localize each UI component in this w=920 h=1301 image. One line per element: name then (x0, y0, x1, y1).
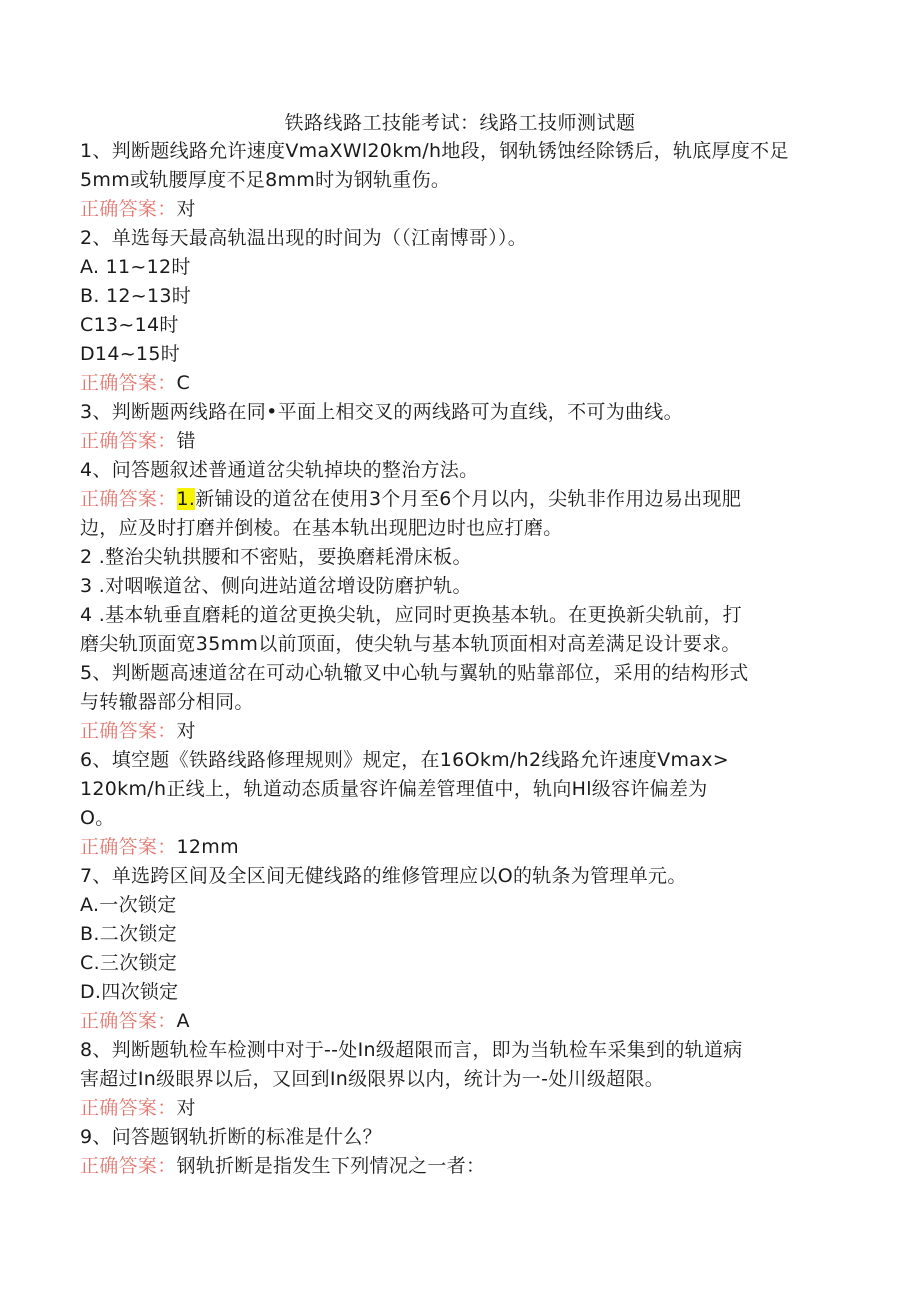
option-item (80, 341, 180, 367)
answer-text: 错 (176, 430, 196, 452)
answer-text: 12mm (176, 836, 239, 858)
option-item (80, 950, 177, 976)
answer-line (80, 834, 239, 860)
answer-text: A (176, 1010, 190, 1032)
answer-text: 钢轨折断是指发生下列情况之一者： (176, 1155, 486, 1177)
answer-label: 正确答案： (80, 430, 177, 452)
answer-continuation-line (80, 602, 742, 628)
question-stem-line (80, 776, 708, 802)
answer-text: 3 .对咽喉道岔、侧向进站道岔增设防磨护轨。 (80, 575, 472, 597)
answer-label: 正确答案： (80, 1097, 177, 1119)
answer-line (80, 718, 196, 744)
answer-text: 2 .整治尖轨拱腰和不密贴，要换磨耗滑床板。 (80, 546, 472, 568)
option-item (80, 979, 178, 1005)
option-item (80, 283, 191, 309)
question-text: 8、判断题轨检车检测中对于--处In级超限而言，即为当轨检车采集到的轨道病 (80, 1039, 743, 1061)
question-text: O。 (80, 807, 115, 829)
question-stem-line (80, 457, 478, 483)
answer-text: 对 (176, 1097, 196, 1119)
answer-line (80, 486, 741, 512)
option-item (80, 921, 177, 947)
answer-label: 正确答案： (80, 488, 177, 510)
question-stem-line (80, 660, 749, 686)
answer-label: 正确答案： (80, 720, 177, 742)
answer-label: 正确答案： (80, 372, 177, 394)
answer-label: 正确答案： (80, 836, 177, 858)
question-text: 与转辙器部分相同。 (80, 691, 254, 713)
question-text: 1、判断题线路允许速度VmaXWl20km∕h地段，钢轨锈蚀经除锈后，轨底厚度不足 (80, 140, 789, 162)
question-stem-line (80, 1066, 664, 1092)
question-stem-line (80, 747, 729, 773)
option-text: D14~15时 (80, 343, 181, 365)
option-text: A.一次锁定 (80, 894, 177, 916)
answer-text: 4 .基本轨垂直磨耗的道岔更换尖轨，应同时更换基本轨。在更换新尖轨前，打 (80, 604, 742, 626)
question-stem-line (80, 863, 687, 889)
answer-continuation-line (80, 515, 563, 541)
answer-continuation-line (80, 573, 472, 599)
answer-line (80, 370, 190, 396)
question-text: 2、单选每天最高轨温出现的时间为（（江南博哥））。 (80, 227, 528, 249)
question-text: 7、单选跨区间及全区间无健线路的维修管理应以O的轨条为管理单元。 (80, 865, 687, 887)
answer-continuation-line (80, 544, 472, 570)
question-text: 5、判断题高速道岔在可动心轨辙叉中心轨与翼轨的贴靠部位，采用的结构形式 (80, 662, 749, 684)
answer-highlight-marker: 1. (176, 488, 196, 510)
option-text: D.四次锁定 (80, 981, 179, 1003)
option-item (80, 254, 191, 280)
answer-text: 新铺设的道岔在使用3个月至6个月以内，尖轨非作用边易出现肥 (195, 488, 742, 510)
question-text: 5mm或轨腰厚度不足8mm时为钢轨重伤。 (80, 169, 451, 191)
question-stem-line (80, 1037, 743, 1063)
answer-text: 对 (176, 720, 196, 742)
question-text: 120km∕h正线上，轨道动态质量容许偏差管理值中，轨向Hl级容许偏差为 (80, 778, 708, 800)
option-text: B.二次锁定 (80, 923, 177, 945)
question-stem-line (80, 225, 527, 251)
question-text: 害超过In级眼界以后，又回到In级限界以内，统计为一-处川级超限。 (80, 1068, 665, 1090)
answer-text: 边，应及时打磨并倒棱。在基本轨出现肥边时也应打磨。 (80, 517, 563, 539)
question-stem-line (80, 138, 789, 164)
document-title: 铁路线路工技能考试：线路工技师测试题 (284, 112, 636, 134)
answer-text: 对 (176, 198, 196, 220)
answer-line (80, 1153, 485, 1179)
option-text: C13~14时 (80, 314, 179, 336)
question-stem-line (80, 805, 115, 831)
question-stem-line (80, 167, 450, 193)
option-text: B. 12~13时 (80, 285, 192, 307)
answer-continuation-line (80, 631, 741, 657)
answer-line (80, 1095, 196, 1121)
question-stem-line (80, 399, 683, 425)
question-text: 9、问答题钢轨折断的标准是什么？ (80, 1126, 382, 1148)
answer-line (80, 428, 196, 454)
answer-label: 正确答案： (80, 1155, 177, 1177)
question-text: 6、填空题《铁路线路修理规则》规定，在16Okm∕h2线路允许速度Vmax> (80, 749, 729, 771)
option-item (80, 892, 177, 918)
question-stem-line (80, 689, 254, 715)
option-text: A. 11~12时 (80, 256, 191, 278)
answer-text: C (176, 372, 191, 394)
answer-label: 正确答案： (80, 1010, 177, 1032)
answer-line (80, 196, 196, 222)
answer-line (80, 1008, 190, 1034)
option-text: C.三次锁定 (80, 952, 178, 974)
question-stem-line (80, 1124, 382, 1150)
answer-text: 磨尖轨顶面宽35mm以前顶面，使尖轨与基本轨顶面相对高差满足设计要求。 (80, 633, 741, 655)
question-text: 4、问答题叙述普通道岔尖轨掉块的整治方法。 (80, 459, 479, 481)
answer-label: 正确答案： (80, 198, 177, 220)
question-text: 3、判断题两线路在同•平面上相交叉的两线路可为直线，不可为曲线。 (80, 401, 683, 423)
option-item (80, 312, 179, 338)
